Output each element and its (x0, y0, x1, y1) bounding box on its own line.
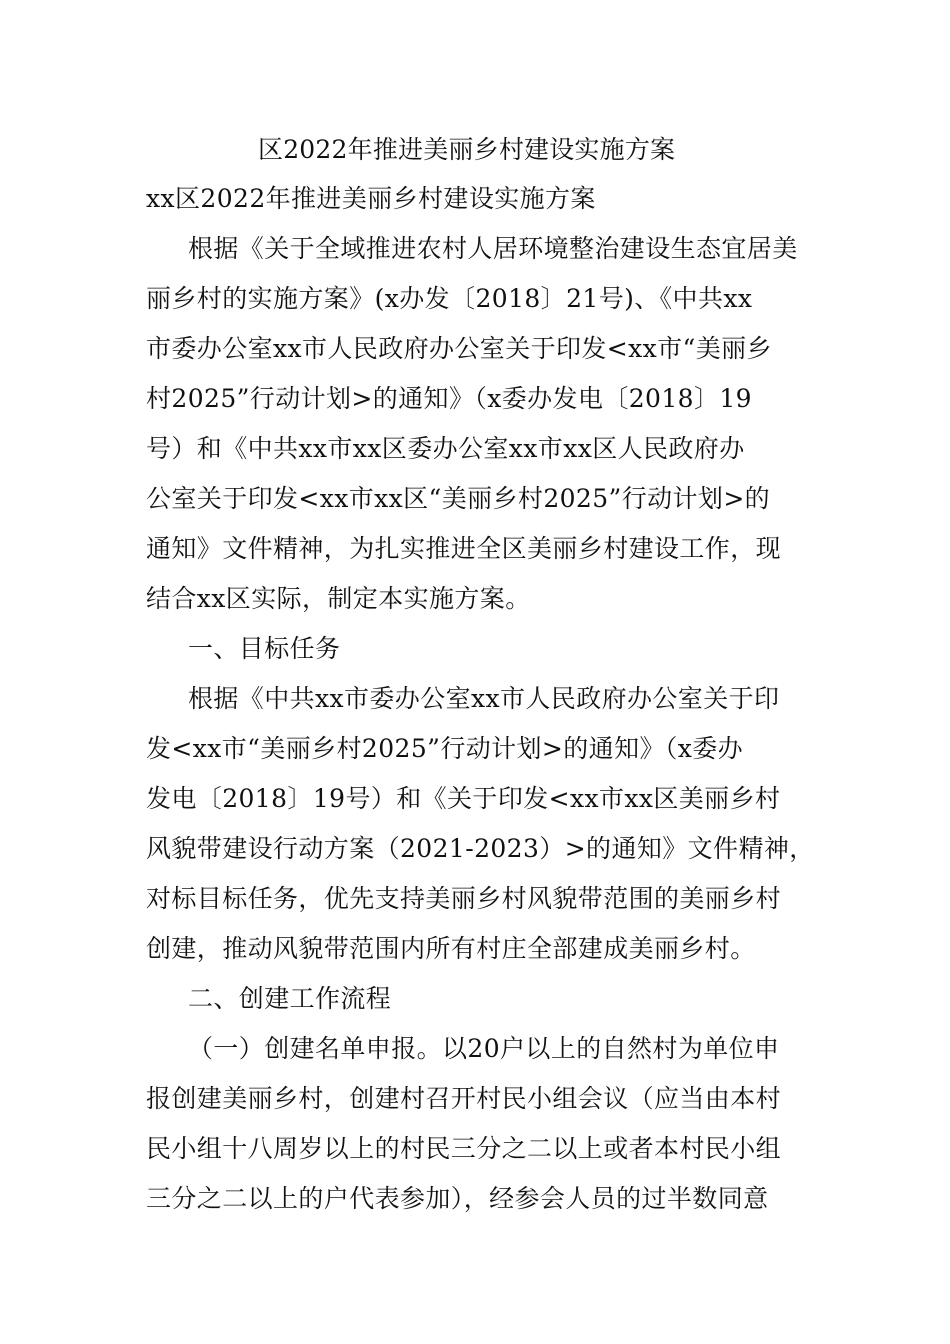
paragraph-line: 村2025”行动计划>的通知》（x委办发电〔2018〕19 (146, 384, 752, 413)
paragraph-line: 报创建美丽乡村，创建村召开村民小组会议（应当由本村 (146, 1084, 782, 1113)
paragraph-line: 丽乡村的实施方案》(x办发〔2018〕21号)、《中共xx (146, 284, 753, 313)
paragraph-line: （一）创建名单申报。以20户以上的自然村为单位申 (188, 1034, 780, 1063)
section-heading: 一、目标任务 (188, 634, 341, 663)
paragraph-line: 风貌带建设行动方案（2021-2023）>的通知》文件精神， (146, 834, 815, 863)
paragraph-line: 市委办公室xx市人民政府办公室关于印发<xx市“美丽乡 (146, 334, 772, 363)
paragraph-line: 发电〔2018〕19号）和《关于印发<xx市xx区美丽乡村 (146, 784, 781, 813)
paragraph-line: 根据《关于全域推进农村人居环境整治建设生态宜居美 (188, 234, 798, 263)
paragraph-line: 民小组十八周岁以上的村民三分之二以上或者本村民小组 (146, 1134, 782, 1163)
paragraph-line: 号）和《中共xx市xx区委办公室xx市xx区人民政府办 (146, 434, 745, 463)
paragraph-line: 通知》文件精神，为扎实推进全区美丽乡村建设工作，现 (146, 534, 782, 563)
paragraph-line: 三分之二以上的户代表参加），经参会人员的过半数同意 (146, 1184, 769, 1213)
section-heading: 二、创建工作流程 (188, 984, 392, 1013)
paragraph-line: 发<xx市“美丽乡村2025”行动计划>的通知》（x委办 (146, 734, 744, 763)
paragraph-line: 根据《中共xx市委办公室xx市人民政府办公室关于印 (188, 684, 780, 713)
document-subtitle: xx区2022年推进美丽乡村建设实施方案 (146, 184, 596, 213)
paragraph-line: 对标目标任务，优先支持美丽乡村风貌带范围的美丽乡村 (146, 884, 782, 913)
paragraph-line: 创建，推动风貌带范围内所有村庄全部建成美丽乡村。 (146, 934, 756, 963)
document-title: 区2022年推进美丽乡村建设实施方案 (258, 135, 676, 164)
paragraph-line: 结合xx区实际，制定本实施方案。 (146, 584, 531, 613)
paragraph-line: 公室关于印发<xx市xx区“美丽乡村2025”行动计划>的 (146, 484, 771, 513)
